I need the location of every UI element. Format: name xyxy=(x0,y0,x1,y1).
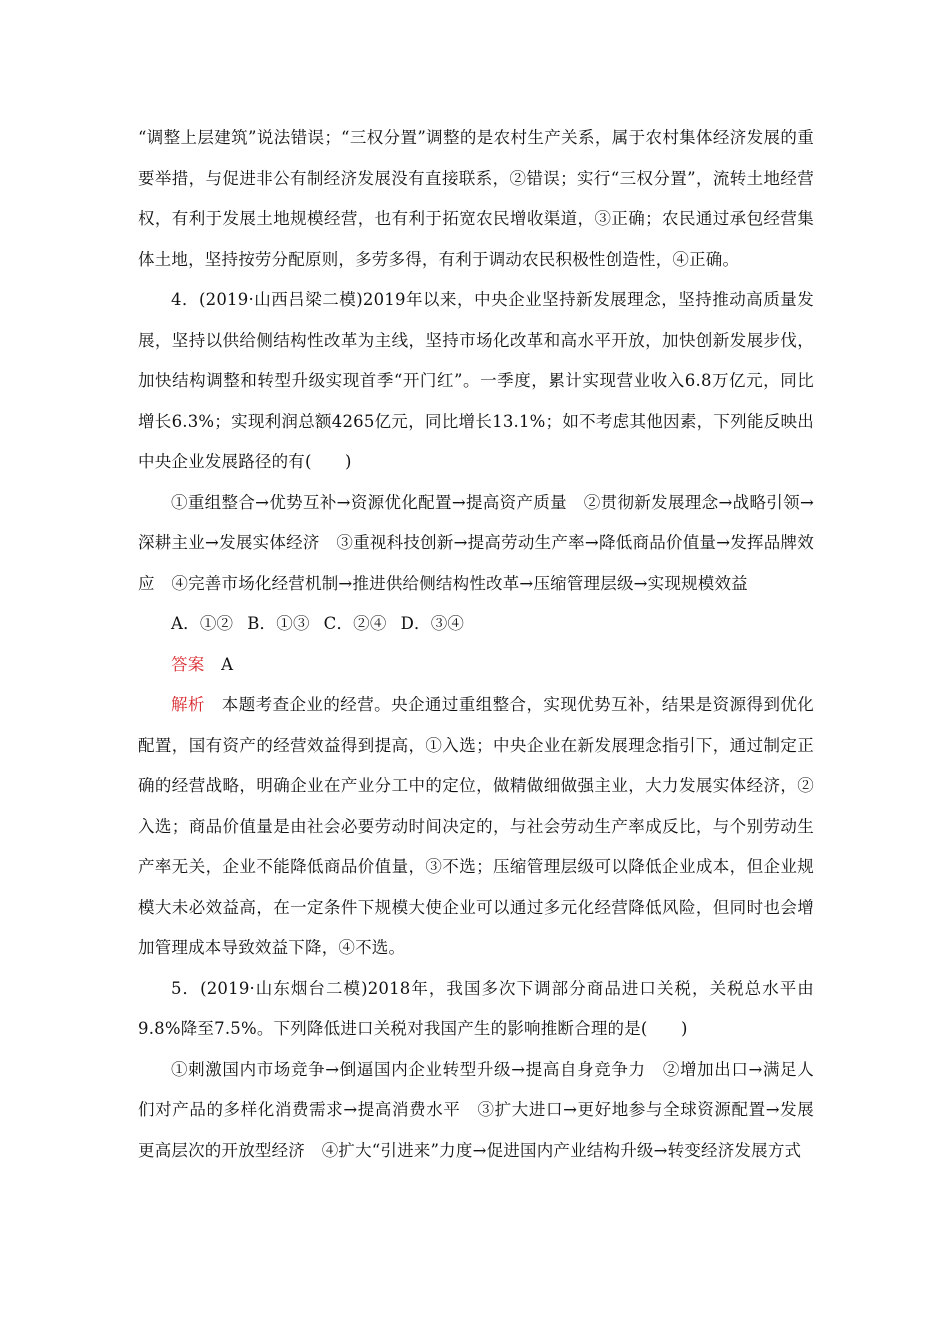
question-5-stem: 5．(2019·山东烟台二模)2018年，我国多次下调部分商品进口关税，关税总水平由9.8%降至7.5%。下列降低进口关税对我国产生的影响推断合理的是( ) xyxy=(138,978,814,1038)
option-d: D．③④ xyxy=(400,614,465,633)
question-4-answer xyxy=(138,645,814,686)
question-4-analysis xyxy=(138,685,814,969)
option-b: B．①③ xyxy=(247,614,310,633)
question-4-options xyxy=(138,604,814,645)
option-a: A．①② xyxy=(171,614,234,633)
question-5-statements: ①刺激国内市场竞争→倒逼国内企业转型升级→提高自身竞争力 ②增加出口→满足人们对产品的多样化消费需求→提高消费水平 ③扩大进口→更好地参与全球资源配置→发展更高层次的开放型经济 ④扩大“引进来”力度→促进国内产业结构升级→转变经济发展方式 xyxy=(138,1059,814,1160)
analysis-label: 解析 xyxy=(171,695,205,714)
answer-label: 答案 xyxy=(171,654,205,674)
option-c: C．②④ xyxy=(323,614,387,633)
question-4-stem: 4．(2019·山西吕梁二模)2019年以来，中央企业坚持新发展理念，坚持推动高质量发展，坚持以供给侧结构性改革为主线，坚持市场化改革和高水平开放，加快创新发展步伐，加快结构调整和转型升级实现首季“开门红”。一季度，累计实现营业收入6.8万亿元，同比增长6.3%；实现利润总额4265亿元，同比增长13.1%；如不考虑其他因素，下列能反映出中央企业发展路径的有( ) xyxy=(138,290,814,471)
answer-value: A xyxy=(221,654,234,674)
document-page xyxy=(138,118,814,1171)
question-4-statements: ①重组整合→优势互补→资源优化配置→提高资产质量 ②贯彻新发展理念→战略引领→深耕主业→发展实体经济 ③重视科技创新→提高劳动生产率→降低商品价值量→发挥品牌效应 ④完善市场化经营机制→推进供给侧结构性改革→压缩管理层级→实现规模效益 xyxy=(138,492,814,593)
previous-explanation: “调整上层建筑”说法错误；“三权分置”调整的是农村生产关系，属于农村集体经济发展的重要举措，与促进非公有制经济发展没有直接联系，②错误；实行“三权分置”，流转土地经营权，有利于发展土地规模经营，也有利于拓宽农民增收渠道，③正确；农民通过承包经营集体土地，坚持按劳分配原则，多劳多得，有利于调动农民积极性创造性，④正确。 xyxy=(138,128,814,269)
analysis-text: 本题考查企业的经营。央企通过重组整合，实现优势互补，结果是资源得到优化配置，国有资产的经营效益得到提高，①入选；中央企业在新发展理念指引下，通过制定正确的经营战略，明确企业在产业分工中的定位，做精做细做强主业，大力发展实体经济，②入选；商品价值量是由社会必要劳动时间决定的，与社会劳动生产率成反比，与个别劳动生产率无关，企业不能降低商品价值量，③不选；压缩管理层级可以降低企业成本，但企业规模大未必效益高，在一定条件下规模大使企业可以通过多元化经营降低风险，但同时也会增加管理成本导致效益下降，④不选。 xyxy=(138,695,815,957)
